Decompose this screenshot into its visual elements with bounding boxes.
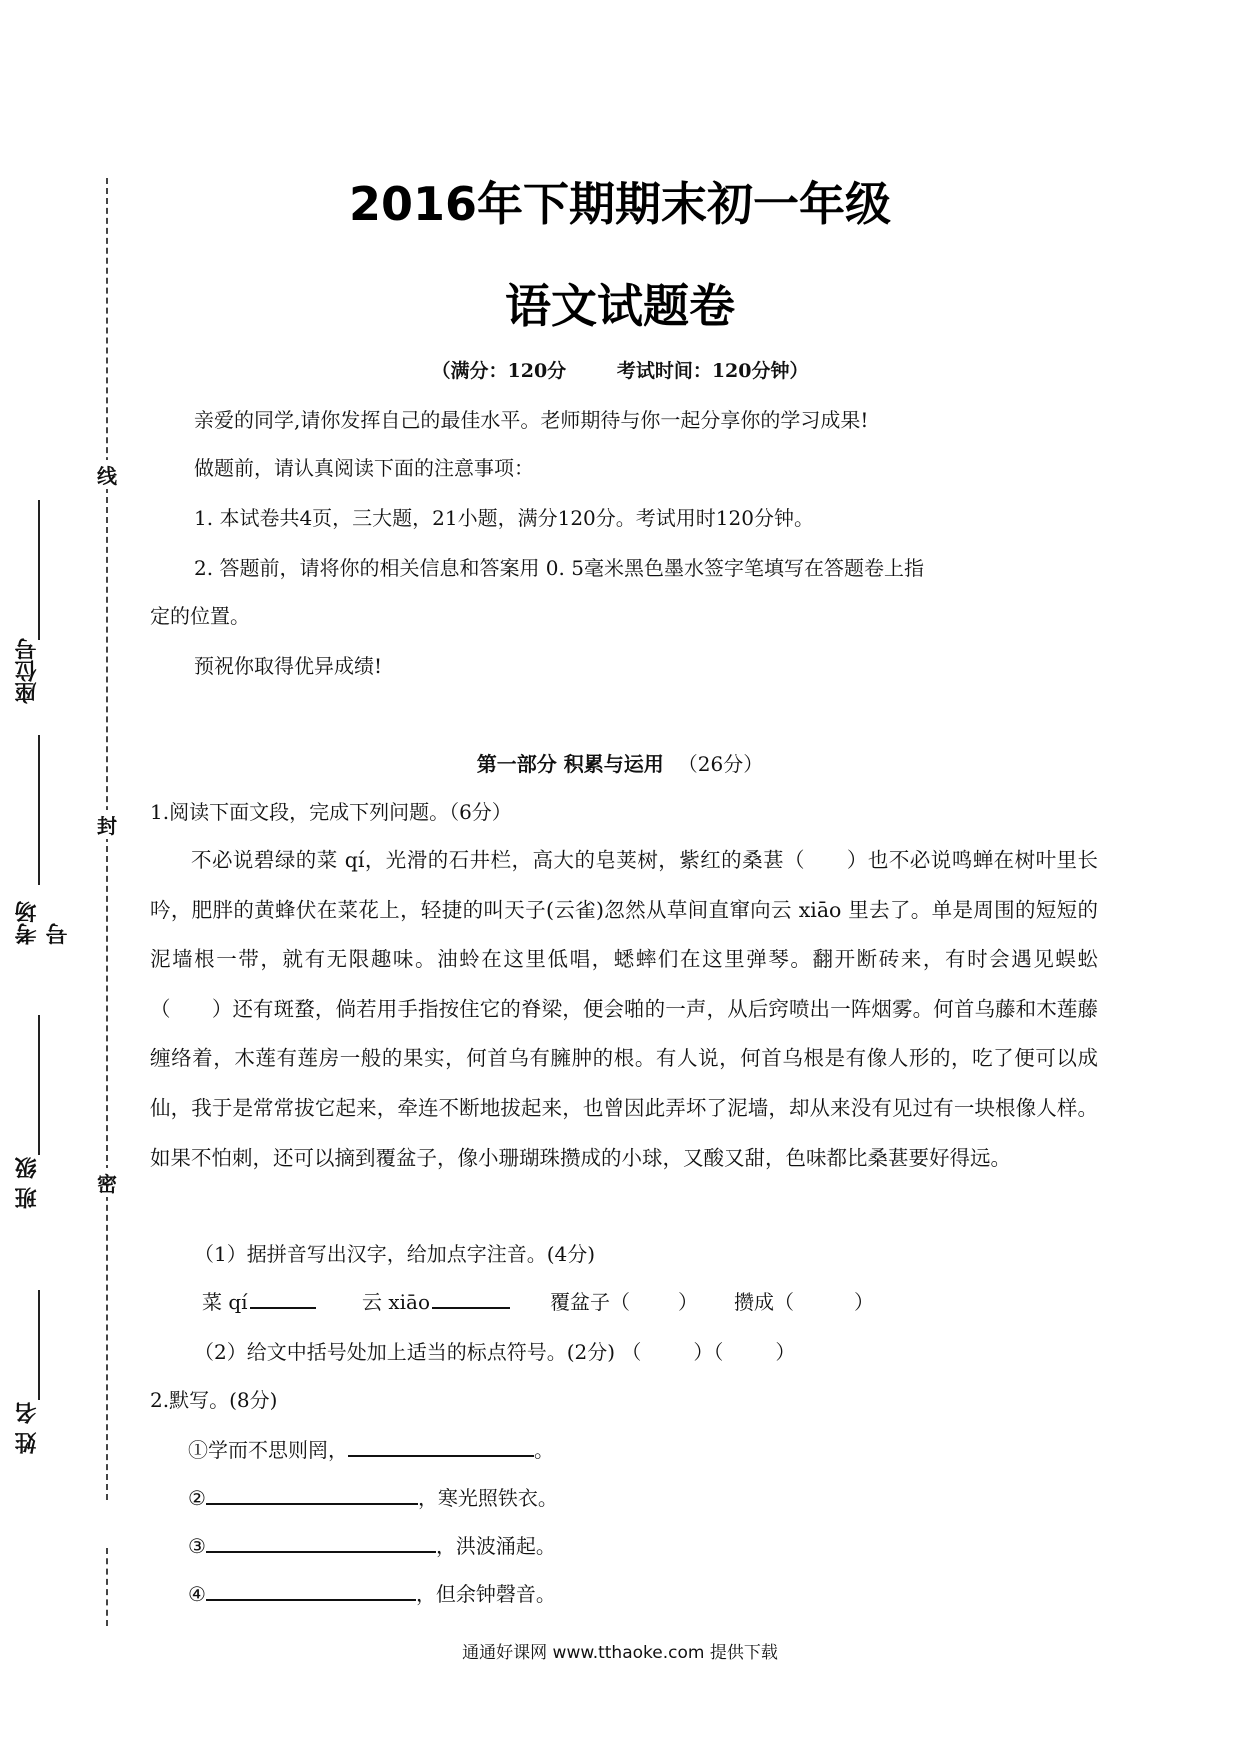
seal-char-mi: 密 — [94, 1168, 120, 1197]
exam-subtitle: 语文试题卷 — [505, 279, 735, 333]
seat-number-line — [38, 500, 40, 640]
annotate-item-zancheng — [734, 1286, 874, 1315]
recite-line-4 — [188, 1578, 556, 1607]
recite-3-tail: ，洪波涌起。 — [435, 1534, 556, 1558]
fupenzi-close-paren: ） — [678, 1290, 698, 1314]
recite-3-lead: ③ — [188, 1534, 206, 1558]
name-field[interactable] — [12, 1290, 56, 1470]
pinyin-xiao-label: 云 xiāo — [362, 1290, 430, 1314]
recite-1-lead: ①学而不思则罔， — [188, 1438, 348, 1462]
recite-line-2 — [188, 1482, 558, 1511]
score-info: （满分：120分 — [431, 360, 567, 382]
class-line — [38, 1015, 40, 1155]
q1-passage: 不必说碧绿的菜 qí，光滑的石井栏，高大的皂荚树，紫红的桑葚（ ）也不必说鸣蝉在树叶里长吟，肥胖的黄蜂伏在菜花上，轻捷的叫天子(云雀)忽然从草间直窜向云 xiāo 里去了。单是周围的短短的泥墙根一带，就有无限趣味。油蛉在这里低唱，蟋蟀们在这里弹琴。翻开断砖来，有时会遇见蜈蚣（ ）还有斑蝥，倘若用手指按住它的脊梁，便会啪的一声，从后窍喷出一阵烟雾。何首乌藤和木莲藤缠络着，木莲有莲房一般的果实，何首乌有臃肿的根。有人说，何首乌根是有像人形的，吃了便可以成仙，我于是常常拔它起来，牵连不断地拔起来，也曾因此弄坏了泥墙，却从来没有见过有一块根像人样。如果不怕刺，还可以摘到覆盆子，像小珊瑚珠攒成的小球，又酸又甜，色味都比桑葚要好得远。 — [150, 848, 1098, 1170]
zancheng-close-paren: ） — [854, 1290, 874, 1314]
notice-heading: 做题前，请认真阅读下面的注意事项： — [194, 456, 534, 480]
recite-2-tail: ，寒光照铁衣。 — [417, 1486, 558, 1510]
q1-sub1-prompt: （1）据拼音写出汉字，给加点字注音。(4分) — [194, 1242, 596, 1266]
notice-item-2: 2. 答题前，请将你的相关信息和答案用 0. 5毫米黑色墨水签字笔填写在答题卷上指 — [194, 556, 924, 580]
zancheng-label: 攒成（ — [734, 1290, 794, 1314]
section-heading — [0, 748, 1240, 777]
pinyin-item-qi — [202, 1286, 316, 1315]
recite-line-3 — [188, 1530, 556, 1559]
fupenzi-label: 覆盆子（ — [550, 1290, 630, 1314]
exam-room-label: 考场号 — [15, 901, 71, 945]
recite-line-1 — [188, 1434, 554, 1463]
binding-dashed-line-lower — [106, 1548, 108, 1626]
recite-4-lead: ④ — [188, 1582, 206, 1606]
recite-2-blank[interactable] — [206, 1485, 418, 1505]
recite-4-tail: ，但余钟磬音。 — [415, 1582, 556, 1606]
pinyin-qi-label: 菜 qí — [202, 1290, 248, 1314]
q2-prompt: 2.默写。(8分) — [150, 1388, 278, 1412]
notice-item-2-cont: 定的位置。 — [150, 604, 250, 628]
pinyin-item-xiao — [362, 1286, 510, 1315]
q1-sub2-prompt: （2）给文中括号处加上适当的标点符号。(2分) — [194, 1340, 616, 1364]
name-line — [38, 1290, 40, 1400]
q1-sub2-paren-mid: ）（ — [693, 1340, 724, 1364]
notice-item-1: 1. 本试卷共4页，三大题，21小题，满分120分。考试用时120分钟。 — [194, 506, 814, 530]
annotate-item-fupenzi — [550, 1286, 698, 1315]
time-info: 考试时间：120分钟） — [616, 360, 809, 382]
q1-prompt: 1.阅读下面文段，完成下列问题。（6分） — [150, 800, 512, 824]
section-title: 第一部分 积累与运用 — [476, 752, 664, 776]
class-field[interactable] — [12, 1015, 56, 1225]
recite-4-blank[interactable] — [206, 1581, 416, 1601]
seal-char-feng: 封 — [94, 810, 120, 839]
exam-meta — [0, 356, 1240, 383]
q1-sub2-paren-open: （ — [621, 1340, 642, 1364]
answer-blank-xiao[interactable] — [432, 1289, 510, 1309]
greeting-text: 亲爱的同学,请你发挥自己的最佳水平。老师期待与你一起分享你的学习成果! — [194, 408, 869, 432]
recite-1-tail: 。 — [534, 1438, 554, 1462]
seal-char-xian: 线 — [94, 460, 120, 489]
recite-1-blank[interactable] — [348, 1437, 534, 1457]
name-label: 姓 名 — [15, 1402, 40, 1454]
q1-sub2-row — [194, 1336, 1094, 1366]
footer-source: 通通好课网 www.tthaoke.com 提供下载 — [462, 1643, 778, 1663]
q1-sub2-paren-close: ） — [775, 1340, 796, 1364]
wish-text: 预祝你取得优异成绩! — [194, 654, 383, 678]
answer-blank-qi[interactable] — [250, 1289, 316, 1309]
exam-title: 2016年下期期末初一年级 — [348, 177, 892, 231]
section-points: （26分） — [677, 752, 764, 776]
class-label: 班 级 — [15, 1157, 40, 1209]
seat-number-field[interactable] — [12, 500, 56, 710]
seat-number-label: 座位号 — [15, 638, 40, 704]
recite-2-lead: ② — [188, 1486, 206, 1510]
q1-sub1-row — [202, 1286, 1102, 1316]
recite-3-blank[interactable] — [206, 1533, 436, 1553]
